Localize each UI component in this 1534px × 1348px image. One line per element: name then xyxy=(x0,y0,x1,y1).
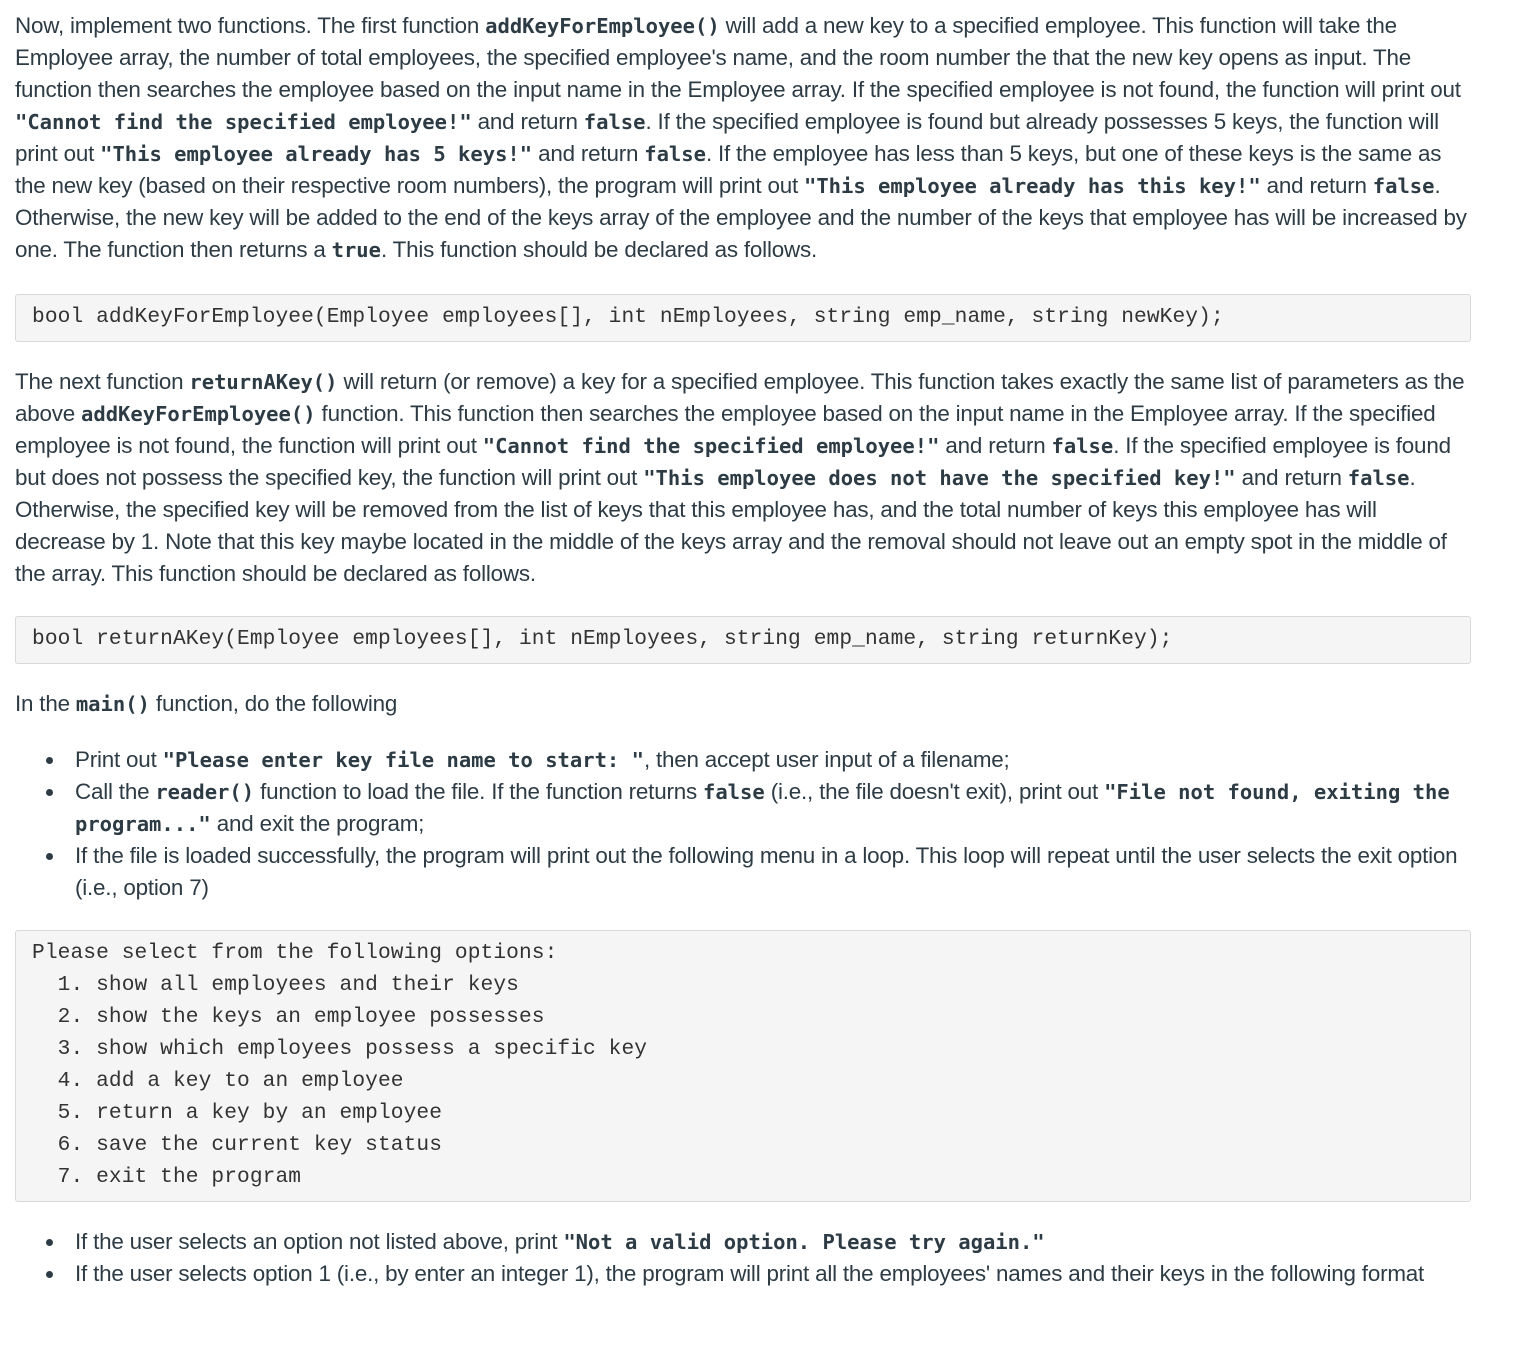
text: Call the xyxy=(75,779,156,804)
text: If the file is loaded successfully, the program will print out the following menu in a loop. This loop will repeat until the user selects the exit option (i.e., option 7) xyxy=(75,843,1458,900)
text: In the xyxy=(15,691,76,716)
inline-code: "This employee does not have the specified key!" xyxy=(643,466,1236,490)
inline-code: false xyxy=(702,780,765,804)
text: and return xyxy=(532,141,645,166)
inline-code: "Not a valid option. Please try again." xyxy=(563,1230,1045,1254)
text: . If the specified employee is found but does not possess the specified key, the function will print out xyxy=(15,433,1451,490)
text: and return xyxy=(471,109,584,134)
text: If the user selects an option not listed above, print xyxy=(75,1229,564,1254)
bullet-icon xyxy=(46,789,53,796)
text: will return (or remove) a key for a specified employee. This function takes exactly the same list of parameters as the above xyxy=(15,369,1465,426)
inline-code: main() xyxy=(75,692,150,716)
add-key-declaration-code-block: bool addKeyForEmployee(Employee employees[], int nEmployees, string emp_name, string newKey); xyxy=(15,294,1471,342)
main-function-intro xyxy=(15,688,1471,720)
list-item xyxy=(15,776,1471,840)
return-key-description xyxy=(15,366,1471,590)
text: Now, implement two functions. The first function xyxy=(15,13,486,38)
inline-code: "Cannot find the specified employee!" xyxy=(15,110,472,134)
list-item xyxy=(15,1258,1471,1290)
inline-code: "File not found, exiting the program..." xyxy=(75,780,1450,836)
list-item xyxy=(15,1226,1471,1258)
inline-code: "This employee already has 5 keys!" xyxy=(100,142,533,166)
bullet-icon xyxy=(46,757,53,764)
assignment-content xyxy=(15,10,1471,1290)
text: . Otherwise, the new key will be added to the end of the keys array of the employee and the number of the keys that employee has will be increased by one. The function then returns a xyxy=(15,173,1467,262)
inline-code: "This employee already has this key!" xyxy=(804,174,1261,198)
text: function to load the file. If the function returns xyxy=(254,779,703,804)
inline-code: addKeyForEmployee() xyxy=(81,402,316,426)
text: , then accept user input of a filename; xyxy=(643,747,1010,772)
text: and return xyxy=(1235,465,1348,490)
inline-code: reader() xyxy=(155,780,255,804)
inline-code: "Please enter key file name to start: " xyxy=(162,748,644,772)
list-item xyxy=(15,744,1471,776)
text: (i.e., the file doesn't exit), print out xyxy=(764,779,1105,804)
add-key-description xyxy=(15,10,1471,266)
inline-code: returnAKey() xyxy=(189,370,338,394)
return-key-declaration-code-block: bool returnAKey(Employee employees[], int nEmployees, string emp_name, string returnKey); xyxy=(15,616,1471,664)
text: Print out xyxy=(75,747,163,772)
text: function, do the following xyxy=(149,691,398,716)
bullet-icon xyxy=(46,1271,53,1278)
text: . Otherwise, the specified key will be removed from the list of keys that this employee has, and the total number of keys this employee has will decrease by 1. Note that this key maybe located in the middle of the keys array and the removal should not leave out an empty spot in the middle of the array. This function should be declared as follows. xyxy=(15,465,1447,586)
text: . If the specified employee is found but already possesses 5 keys, the function will print out xyxy=(15,109,1439,166)
text: and exit the program; xyxy=(210,811,425,836)
menu-options-code-block: Please select from the following options: 1. show all employees and their keys 2. show the keys an employee possesses 3. show which employees possess a specific key 4. add a key to an employee 5. return a key by an employee 6. save the current key status 7. exit the program xyxy=(15,930,1471,1202)
text: . If the employee has less than 5 keys, but one of these keys is the same as the new key (based on their respective room numbers), the program will print out xyxy=(15,141,1442,198)
inline-code: false xyxy=(1051,434,1114,458)
option-handling-list xyxy=(15,1226,1471,1290)
text: and return xyxy=(939,433,1052,458)
inline-code: true xyxy=(331,238,381,262)
inline-code: false xyxy=(644,142,706,166)
main-steps-list xyxy=(15,744,1471,904)
text: . This function should be declared as follows. xyxy=(381,237,817,262)
text: and return xyxy=(1260,173,1373,198)
list-item xyxy=(15,840,1471,904)
bullet-icon xyxy=(46,1239,53,1246)
inline-code: "Cannot find the specified employee!" xyxy=(482,434,940,458)
text: The next function xyxy=(15,369,190,394)
inline-code: false xyxy=(1347,466,1410,490)
text: If the user selects option 1 (i.e., by enter an integer 1), the program will print all the employees' names and their keys in the following format xyxy=(75,1261,1425,1286)
bullet-icon xyxy=(46,853,53,860)
text: function. This function then searches the employee based on the input name in the Employee array. If the specified employee is not found, the function will print out xyxy=(15,401,1436,458)
inline-code: addKeyForEmployee() xyxy=(485,14,720,38)
inline-code: false xyxy=(1372,174,1435,198)
text: will add a new key to a specified employee. This function will take the Employee array, the number of total employees, the specified employee's name, and the room number the that the new key opens as input. The function then searches the employee based on the input name in the Employee array. If the specified employee is not found, the function will print out xyxy=(15,13,1461,102)
inline-code: false xyxy=(583,110,646,134)
